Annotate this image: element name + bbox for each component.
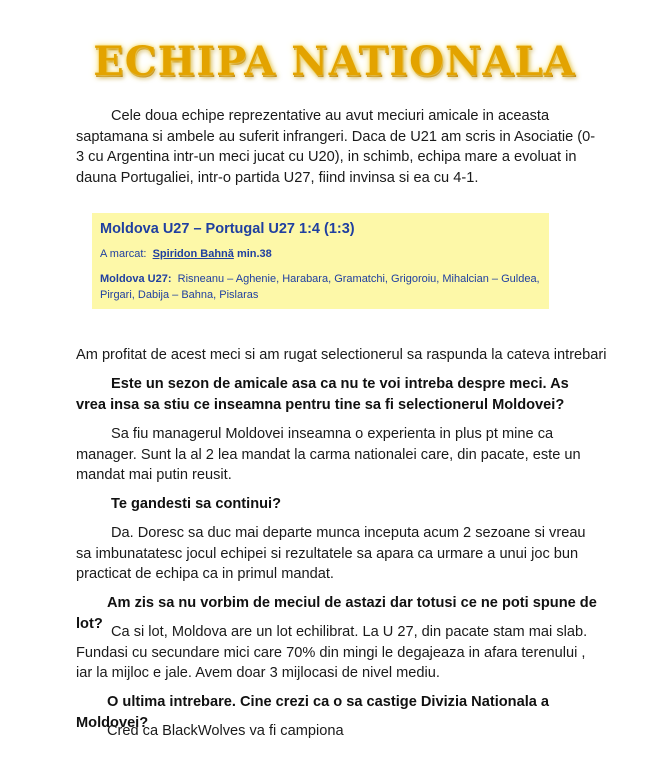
question-2: Te gandesti sa continui? (111, 496, 282, 512)
answer-2: Da. Doresc sa duc mai departe munca inceputa acum 2 sezoane si vreau sa imbunatatesc jocul echipei si rezultatele sa apara ca urmare a unui joc bun practicat de echipa ca in primul mandat. (76, 525, 586, 582)
question-1: Este un sezon de amicale asa ca nu te voi intreba despre meci. As vrea insa sa stiu ce inseamna pentru tine sa fi selectionerul Moldovei? (76, 376, 569, 413)
match-result: Moldova U27 – Portugal U27 1:4 (1:3) (100, 221, 355, 237)
page-title: ECHIPA NATIONALA (93, 38, 576, 85)
scorer-label: A marcat: (100, 248, 147, 260)
scorer-name: Spiridon Bahnă (152, 248, 234, 260)
answer-1: Sa fiu managerul Moldovei inseamna o experienta in plus pt mine ca manager. Sunt la al 2 lea mandat la carma nationalei care, din pacate, este un mandat mai putin reusit. (76, 426, 581, 483)
scorer-minute: min.38 (236, 248, 272, 260)
lead-paragraph: Am profitat de acest meci si am rugat selectionerul sa raspunda la cateva intrebari (76, 347, 607, 363)
scorer-line (100, 246, 541, 262)
answer-4: Cred ca BlackWolves va fi campiona (107, 723, 344, 739)
lineup-players: Risneanu – Aghenie, Harabara, Gramatchi, Grigoroiu, Mihalcian – Guldea, Pirgari, Dabija – Bahna, Pislaras (100, 273, 540, 301)
question-4: O ultima intrebare. Cine crezi ca o sa castige Divizia Nationala a Moldovei? (76, 694, 550, 731)
lineup-team: Moldova U27: (100, 273, 172, 285)
match-result-box (92, 213, 549, 309)
answer-3: Ca si lot, Moldova are un lot echilibrat. La U 27, din pacate stam mai slab. Fundasi cu secundare mici care 70% din mingi le degajeaza in afara terenului , iar la mijloc e jale. Avem doar 3 mijlocasi de nivel mediu. (76, 624, 588, 681)
intro-paragraph: Cele doua echipe reprezentative au avut meciuri amicale in aceasta saptamana si ambele au suferit infrangeri. Daca de U21 am scris in Asociatie (0-3 cu Argentina intr-un meci jucat cu U20), in schimb, echipa mare a evoluat in dauna Portugaliei, intr-o partida U27, fiind invinsa si ea cu 4-1. (76, 108, 596, 186)
question-3: Am zis sa nu vorbim de meciul de astazi dar totusi ce ne poti spune de lot? (76, 595, 597, 632)
lineup-line (100, 271, 541, 303)
